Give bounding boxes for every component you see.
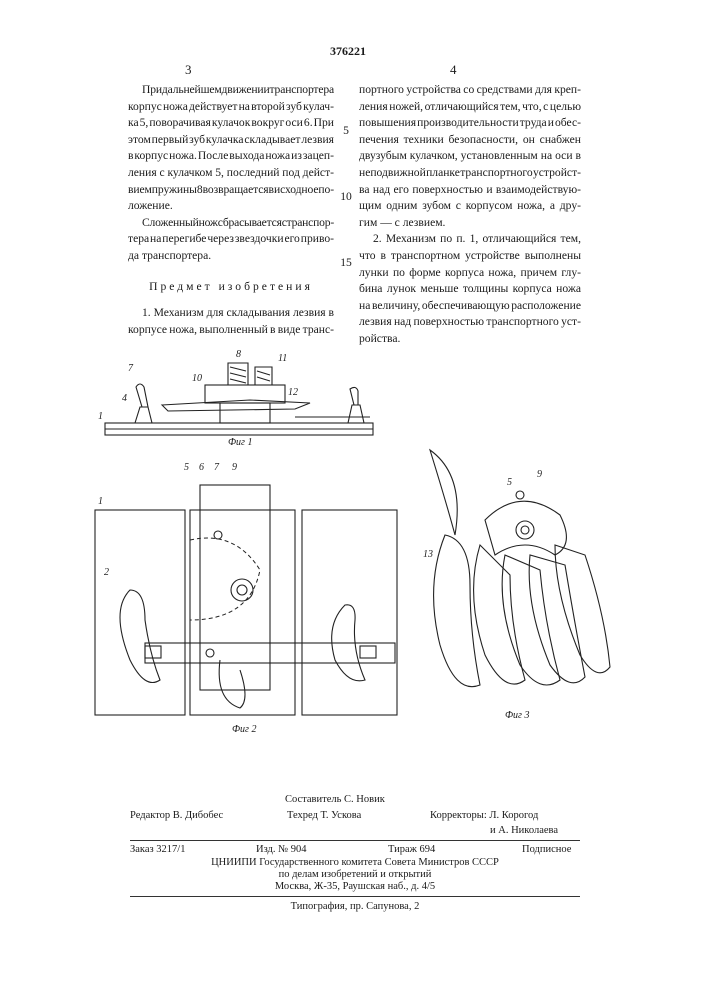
fig2-label: 2 xyxy=(104,567,109,578)
patent-number: 376221 xyxy=(330,44,366,59)
left-column xyxy=(128,82,334,338)
subscription: Подписное xyxy=(522,844,571,855)
fig2-label: 5 xyxy=(184,462,189,473)
fig2-label: 6 xyxy=(199,462,204,473)
text-line: неподвижной планке транспортного устройст- xyxy=(359,165,581,182)
organization: ЦНИИПИ Государственного комитета Совета Министров СССР xyxy=(130,857,580,868)
footer-rule xyxy=(130,896,580,897)
text-line: гим — с лезвием. xyxy=(359,215,581,232)
edition-number: Изд. № 904 xyxy=(256,844,307,855)
text-line: ления ножей, отличающийся тем, что, с целью xyxy=(359,99,581,116)
text-line: повышения производительности труда и обес- xyxy=(359,115,581,132)
fig1-label: 8 xyxy=(236,349,241,360)
text-line: ления с кулачком 5, последний под дейст- xyxy=(128,165,334,182)
address: Москва, Ж-35, Раушская наб., д. 4/5 xyxy=(130,881,580,892)
correctors-continued: и А. Николаева xyxy=(490,825,558,836)
correctors: Корректоры: Л. Корогод xyxy=(430,810,538,821)
fig3-label: 9 xyxy=(537,469,542,480)
text-line: этом первый зуб кулачка складывает лезвия xyxy=(128,132,334,149)
text-line: 1. Механизм для складывания лезвия в xyxy=(128,305,334,322)
text-line: лезвия над поверхностью транспортного уст- xyxy=(359,314,581,331)
right-column xyxy=(359,82,581,348)
techred: Техред Т. Ускова xyxy=(287,810,361,821)
fig1-label: 10 xyxy=(192,373,202,384)
text-line: ва над его поверхностью и взаимодействую- xyxy=(359,182,581,199)
text-line: печения техники безопасности, он снабжен xyxy=(359,132,581,149)
organization-dept: по делам изобретений и открытий xyxy=(130,869,580,880)
figure-1-caption: Фиг 1 xyxy=(228,437,252,448)
text-line: двузубым кулачком, установленным на оси в xyxy=(359,148,581,165)
fig1-label: 7 xyxy=(128,363,134,374)
order-number: Заказ 3217/1 xyxy=(130,844,185,855)
text-line: бина лунок меньше толщины корпуса ножа xyxy=(359,281,581,298)
fig1-label: 1 xyxy=(98,411,103,422)
figure-2-drawing xyxy=(90,460,410,725)
text-line: ка 5, поворачивая кулачок вокруг оси 6. При xyxy=(128,115,334,132)
fig2-label: 9 xyxy=(232,462,237,473)
footer-rule xyxy=(130,840,580,841)
text-line: Сложенный нож сбрасывается с транспор- xyxy=(128,215,334,232)
fig3-label: 13 xyxy=(423,549,433,560)
fig3-label: 5 xyxy=(507,477,512,488)
text-line: да транспортера. xyxy=(128,248,334,265)
text-line: на величину, обеспечивающую расположение xyxy=(359,298,581,315)
text-line: ройства. xyxy=(359,331,581,348)
figure-3-drawing xyxy=(425,445,625,715)
fig1-label: 4 xyxy=(122,393,127,404)
text-line: ложение. xyxy=(128,198,334,215)
text-line: портного устройства со средствами для креп- xyxy=(359,82,581,99)
text-line: корпусе ножа, выполненный в виде транс- xyxy=(128,322,334,339)
compiler: Составитель С. Новик xyxy=(285,794,385,805)
text-line: корпус ножа действует на второй зуб кулач- xyxy=(128,99,334,116)
patent-page xyxy=(0,0,707,1000)
fig1-label: 11 xyxy=(278,353,287,364)
fig2-label: 7 xyxy=(214,462,220,473)
line-number: 15 xyxy=(339,256,353,269)
text-line: лунки по форме корпуса ножа, причем глу- xyxy=(359,265,581,282)
editor: Редактор В. Дибобес xyxy=(130,810,223,821)
figure-2-caption: Фиг 2 xyxy=(232,724,256,735)
page-number-left: 3 xyxy=(185,62,192,78)
text-line: вием пружины 8 возвращается в исходное по- xyxy=(128,182,334,199)
section-title: Предмет изобретения xyxy=(128,279,334,296)
line-number: 10 xyxy=(339,190,353,203)
circulation: Тираж 694 xyxy=(388,844,435,855)
text-line: тера на перегибе через звездочки его приво- xyxy=(128,231,334,248)
text-line: щим одним зубом с корпусом ножа, а дру- xyxy=(359,198,581,215)
figure-3-caption: Фиг 3 xyxy=(505,710,529,721)
fig1-label: 12 xyxy=(288,387,298,398)
text-line: 2. Механизм по п. 1, отличающийся тем, xyxy=(359,231,581,248)
page-number-right: 4 xyxy=(450,62,457,78)
text-line: что в транспортном устройстве выполнены xyxy=(359,248,581,265)
text-line: в корпус ножа. После выхода ножа из зацеп- xyxy=(128,148,334,165)
text-line: При дальнейшем движении транспортера xyxy=(128,82,334,99)
fig2-label: 1 xyxy=(98,496,103,507)
line-number: 5 xyxy=(339,124,353,137)
printer: Типография, пр. Сапунова, 2 xyxy=(130,901,580,912)
